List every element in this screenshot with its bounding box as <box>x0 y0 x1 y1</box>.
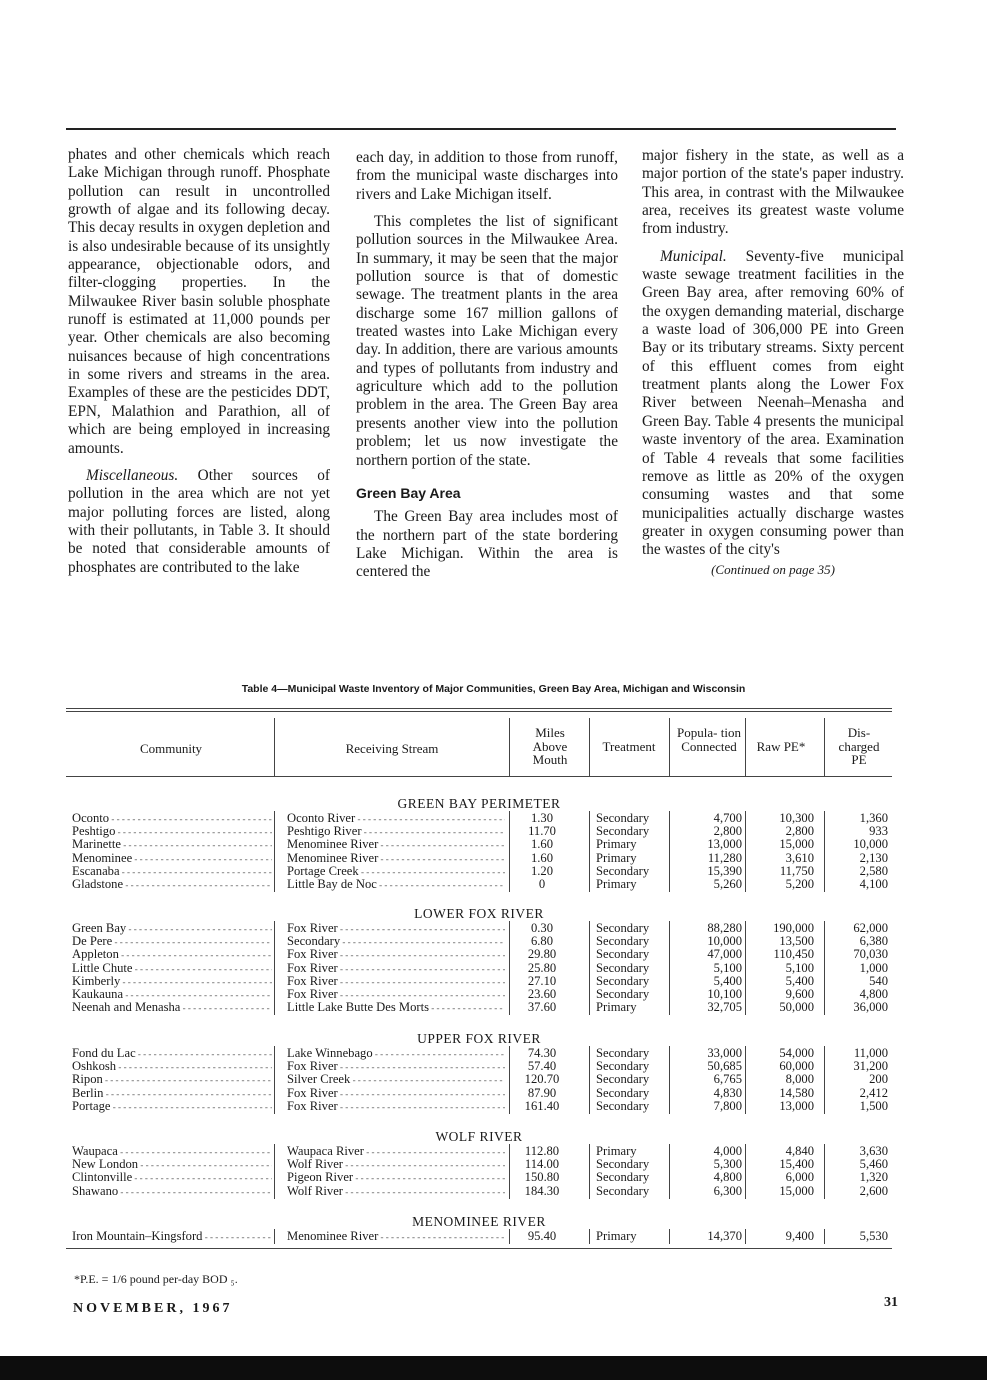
column-divider <box>745 811 746 892</box>
continued-note: (Continued on page 35) <box>711 561 835 577</box>
column-divider <box>274 1046 275 1114</box>
cell-treatment: Secondary <box>596 1098 650 1113</box>
column-divider <box>745 1144 746 1199</box>
run-in-head: Miscellaneous. <box>86 466 179 484</box>
cell-raw-pe: 10,300 <box>779 811 814 825</box>
column-divider <box>669 1229 670 1244</box>
section-title: UPPER FOX RIVER <box>417 1031 541 1046</box>
cell-community: Waupaca - - - <box>72 1145 272 1159</box>
cell-receiving-stream: Oconto River - - - <box>287 812 505 826</box>
cell-receiving-stream: Fox River - - - <box>287 948 505 962</box>
cell-community: Menominee - - - <box>72 852 272 866</box>
column-divider <box>745 921 746 1015</box>
text-column-2 <box>356 149 618 591</box>
table-row <box>66 1060 892 1073</box>
table-row <box>66 1073 892 1086</box>
cell-raw-pe: 110,450 <box>773 947 814 962</box>
section-heading: Green Bay Area <box>356 484 461 501</box>
cell-miles-above-mouth: 0.30 <box>530 921 554 935</box>
cell-population-connected: 4,830 <box>713 1085 742 1100</box>
cell-discharged-pe: 4,100 <box>859 877 888 891</box>
cell-miles-above-mouth: 74.30 <box>527 1046 557 1060</box>
column-divider <box>589 718 590 776</box>
cell-community: Oconto - - - <box>72 812 272 826</box>
cell-miles-above-mouth: 184.30 <box>524 1183 560 1198</box>
table-row <box>66 1001 892 1014</box>
cell-raw-pe: 2,800 <box>785 824 814 839</box>
cell-receiving-stream: Fox River - - - <box>287 922 505 936</box>
cell-miles-above-mouth: 37.60 <box>527 1000 557 1015</box>
cell-discharged-pe: 11,000 <box>853 1046 888 1060</box>
cell-treatment: Secondary <box>596 811 650 825</box>
column-divider <box>745 718 746 776</box>
cell-receiving-stream: Fox River - - - <box>287 1087 505 1101</box>
table-row <box>66 1047 892 1060</box>
paragraph-text: Other sources of pollution in the area which are not yet major polluting forces are listed, along with their pollutants, in Table 3. It should be noted that considerable amounts of phosphates are contributed to the lake <box>68 466 330 576</box>
paragraph-text: Seventy-five municipal waste sewage treatment facilities in the Green Bay area, after removing 60% of the oxygen demanding material, discharge a waste load of 306,000 PE into Green Bay or its tributary streams. Sixty percent of this effluent comes from eight treatment plants along the Lower Fox River between Neenah–Menasha and Green Bay. Table 4 presents the municipal waste inventory of the area. Examination of Table 4 reveals that some facilities remove as little as 20% of the oxygen consuming wastes and that some municipalities actually discharge wastes greater in oxygen consuming power than the wastes of the city's <box>642 247 904 559</box>
top-rule <box>66 128 896 130</box>
cell-receiving-stream: Fox River - - - <box>287 962 505 976</box>
cell-miles-above-mouth: 29.80 <box>527 947 557 962</box>
cell-miles-above-mouth: 57.40 <box>527 1059 557 1074</box>
column-divider <box>509 1046 510 1114</box>
cell-community: Berlin - - - <box>72 1087 272 1101</box>
cell-community: Escanaba - - - <box>72 865 272 879</box>
paragraph-miscellaneous <box>68 467 330 577</box>
cell-miles-above-mouth: 25.80 <box>527 960 557 975</box>
cell-raw-pe: 5,200 <box>785 877 814 891</box>
cell-treatment: Primary <box>596 850 637 865</box>
cell-population-connected: 88,280 <box>707 921 742 935</box>
cell-community: Iron Mountain–Kingsford - - - <box>72 1230 272 1244</box>
cell-population-connected: 32,705 <box>707 1000 742 1015</box>
table-row <box>66 825 892 838</box>
cell-miles-above-mouth: 161.40 <box>524 1098 560 1113</box>
cell-population-connected: 47,000 <box>707 947 742 962</box>
column-divider <box>509 921 510 1015</box>
table-row <box>66 935 892 948</box>
cell-discharged-pe: 6,380 <box>859 934 888 949</box>
column-divider <box>274 718 275 776</box>
cell-population-connected: 50,685 <box>707 1059 742 1074</box>
header-receiving-stream: Receiving Stream <box>345 741 439 756</box>
scan-edge <box>0 1356 987 1380</box>
header-discharged-pe: Dis- charged PE <box>838 725 880 767</box>
cell-receiving-stream: Menominee River - - - <box>287 1230 505 1244</box>
cell-treatment: Secondary <box>596 1059 650 1074</box>
cell-community: Fond du Lac - - - <box>72 1047 272 1061</box>
cell-discharged-pe: 540 <box>869 973 888 988</box>
cell-population-connected: 33,000 <box>707 1046 742 1060</box>
column-divider <box>669 718 670 776</box>
column-divider <box>274 921 275 1015</box>
cell-discharged-pe: 62,000 <box>853 921 888 935</box>
cell-miles-above-mouth: 1.20 <box>530 863 554 878</box>
cell-treatment: Secondary <box>596 960 650 975</box>
cell-receiving-stream: Lake Winnebago - - - <box>287 1047 505 1061</box>
cell-raw-pe: 15,400 <box>779 1157 814 1172</box>
cell-community: De Pere - - - <box>72 935 272 949</box>
cell-treatment: Secondary <box>596 973 650 988</box>
cell-receiving-stream: Fox River - - - <box>287 975 505 989</box>
cell-raw-pe: 9,600 <box>785 987 814 1001</box>
cell-raw-pe: 54,000 <box>779 1046 814 1060</box>
column-divider <box>824 921 825 1015</box>
cell-population-connected: 11,280 <box>707 850 742 865</box>
cell-treatment: Secondary <box>596 1072 650 1087</box>
table-row <box>66 1230 892 1243</box>
cell-treatment: Secondary <box>596 1085 650 1100</box>
cell-population-connected: 4,800 <box>713 1170 742 1185</box>
cell-community: Little Chute - - - <box>72 962 272 976</box>
section-title: WOLF RIVER <box>435 1129 523 1144</box>
cell-community: Neenah and Menasha - - - <box>72 1001 272 1015</box>
column-divider <box>509 718 510 776</box>
page-number: 31 <box>884 1295 898 1310</box>
cell-discharged-pe: 933 <box>869 824 888 839</box>
cell-treatment: Secondary <box>596 947 650 962</box>
text-column-1 <box>68 146 330 586</box>
column-divider <box>509 811 510 892</box>
cell-receiving-stream: Pigeon River - - - <box>287 1171 505 1185</box>
cell-raw-pe: 13,500 <box>779 934 814 949</box>
paragraph: The Green Bay area includes most of the northern part of the state bordering Lake Michigan. Within the area is centered the <box>356 508 618 581</box>
cell-discharged-pe: 31,200 <box>853 1059 888 1074</box>
cell-discharged-pe: 5,460 <box>859 1157 888 1172</box>
cell-treatment: Secondary <box>596 863 650 878</box>
cell-receiving-stream: Wolf River - - - <box>287 1185 505 1199</box>
table-row <box>66 812 892 825</box>
cell-community: Marinette - - - <box>72 838 272 852</box>
cell-treatment: Secondary <box>596 1046 650 1060</box>
table-row <box>66 922 892 935</box>
cell-discharged-pe: 1,000 <box>859 960 888 975</box>
cell-community: Shawano - - - <box>72 1185 272 1199</box>
cell-discharged-pe: 200 <box>869 1072 888 1087</box>
cell-receiving-stream: Peshtigo River - - - <box>287 825 505 839</box>
column-divider <box>824 718 825 776</box>
table-row <box>66 1185 892 1198</box>
cell-population-connected: 10,100 <box>707 987 742 1001</box>
cell-community: Appleton - - - <box>72 948 272 962</box>
cell-receiving-stream: Fox River - - - <box>287 1060 505 1074</box>
cell-community: Portage - - - <box>72 1100 272 1114</box>
cell-treatment: Secondary <box>596 921 650 935</box>
cell-population-connected: 7,800 <box>713 1098 742 1113</box>
header-community: Community <box>139 741 203 756</box>
column-divider <box>745 1229 746 1244</box>
cell-treatment: Secondary <box>596 1183 650 1198</box>
section-title: GREEN BAY PERIMETER <box>397 796 561 811</box>
run-in-head: Municipal. <box>660 247 727 265</box>
column-divider <box>274 1229 275 1244</box>
cell-population-connected: 4,000 <box>713 1144 742 1158</box>
table-row <box>66 1158 892 1171</box>
paragraph-municipal <box>642 248 904 560</box>
cell-receiving-stream: Little Lake Butte Des Morts - - - <box>287 1001 505 1015</box>
cell-community: Kaukauna - - - <box>72 988 272 1002</box>
cell-miles-above-mouth: 1.60 <box>530 837 554 852</box>
table-rule <box>66 776 892 777</box>
cell-treatment: Secondary <box>596 1170 650 1185</box>
column-divider <box>824 1144 825 1199</box>
cell-treatment: Secondary <box>596 987 650 1001</box>
cell-population-connected: 5,400 <box>713 973 742 988</box>
cell-raw-pe: 6,000 <box>785 1170 814 1185</box>
section-title: MENOMINEE RIVER <box>412 1214 546 1229</box>
column-divider <box>669 811 670 892</box>
cell-miles-above-mouth: 0 <box>538 877 546 891</box>
table-row <box>66 865 892 878</box>
cell-raw-pe: 9,400 <box>785 1229 814 1243</box>
cell-treatment: Primary <box>596 877 637 891</box>
cell-raw-pe: 5,100 <box>785 960 814 975</box>
cell-discharged-pe: 70,030 <box>853 947 888 962</box>
cell-treatment: Secondary <box>596 824 650 839</box>
column-divider <box>669 1046 670 1114</box>
column-divider <box>509 1229 510 1244</box>
cell-receiving-stream: Fox River - - - <box>287 988 505 1002</box>
cell-receiving-stream: Waupaca River - - - <box>287 1145 505 1159</box>
cell-miles-above-mouth: 150.80 <box>524 1170 560 1185</box>
header-treatment: Treatment <box>602 739 656 754</box>
table-row <box>66 1087 892 1100</box>
cell-population-connected: 15,390 <box>707 863 742 878</box>
cell-discharged-pe: 1,320 <box>859 1170 888 1185</box>
column-divider <box>589 1144 590 1199</box>
cell-receiving-stream: Menominee River - - - <box>287 838 505 852</box>
cell-population-connected: 5,300 <box>713 1157 742 1172</box>
table-rule <box>66 708 892 709</box>
cell-treatment: Secondary <box>596 1157 650 1172</box>
cell-raw-pe: 15,000 <box>779 837 814 852</box>
cell-discharged-pe: 1,500 <box>859 1098 888 1113</box>
paragraph: This completes the list of significant pollution sources in the Milwaukee Area. In summary, it may be seen that the major pollution source is that of domestic sewage. The treatment plants in the area discharge some 167 million gallons of treated wastes into Lake Michigan every day. In addition, there are various amounts and types of pollutants from industry and agriculture which add to the pollution problem in the area. The Green Bay area presents another view into the pollution problem; let us now investigate the northern portion of the state. <box>356 213 618 469</box>
cell-receiving-stream: Portage Creek - - - <box>287 865 505 879</box>
cell-treatment: Secondary <box>596 934 650 949</box>
cell-community: Oshkosh - - - <box>72 1060 272 1074</box>
cell-raw-pe: 50,000 <box>779 1000 814 1015</box>
cell-raw-pe: 8,000 <box>785 1072 814 1087</box>
cell-community: Green Bay - - - <box>72 922 272 936</box>
cell-discharged-pe: 2,412 <box>859 1085 888 1100</box>
column-divider <box>274 811 275 892</box>
cell-miles-above-mouth: 114.00 <box>524 1157 560 1172</box>
cell-raw-pe: 3,610 <box>785 850 814 865</box>
cell-discharged-pe: 3,630 <box>859 1144 888 1158</box>
table-rule <box>66 711 892 712</box>
cell-community: Kimberly - - - <box>72 975 272 989</box>
cell-raw-pe: 4,840 <box>785 1144 814 1158</box>
column-divider <box>589 921 590 1015</box>
cell-population-connected: 5,260 <box>713 877 742 891</box>
cell-population-connected: 13,000 <box>707 837 742 852</box>
cell-miles-above-mouth: 1.30 <box>530 811 554 825</box>
cell-population-connected: 6,765 <box>713 1072 742 1087</box>
table-row <box>66 975 892 988</box>
header-raw-pe: Raw PE* <box>756 739 806 754</box>
table-footnote: *P.E. = 1/6 pound per-day BOD ₅. <box>74 1272 238 1286</box>
cell-receiving-stream: Fox River - - - <box>287 1100 505 1114</box>
paragraph: each day, in addition to those from runoff, from the municipal waste discharges into rivers and Lake Michigan itself. <box>356 149 618 203</box>
cell-miles-above-mouth: 87.90 <box>527 1085 557 1100</box>
cell-receiving-stream: Silver Creek - - - <box>287 1073 505 1087</box>
table-row <box>66 1145 892 1158</box>
cell-population-connected: 5,100 <box>713 960 742 975</box>
waste-inventory-table <box>66 708 892 1268</box>
column-divider <box>274 1144 275 1199</box>
column-divider <box>824 1046 825 1114</box>
table-row <box>66 1100 892 1113</box>
cell-population-connected: 2,800 <box>713 824 742 839</box>
column-divider <box>509 1144 510 1199</box>
cell-miles-above-mouth: 6.80 <box>530 934 554 949</box>
column-divider <box>669 1144 670 1199</box>
cell-receiving-stream: Menominee River - - - <box>287 852 505 866</box>
cell-raw-pe: 5,400 <box>785 973 814 988</box>
cell-raw-pe: 14,580 <box>779 1085 814 1100</box>
cell-population-connected: 14,370 <box>707 1229 742 1243</box>
cell-discharged-pe: 2,600 <box>859 1183 888 1198</box>
paragraph: major fishery in the state, as well as a major portion of the state's paper industry. This area, in contrast with the Milwaukee area, receives its greatest waste volume from industry. <box>642 147 904 238</box>
table-rule <box>66 1248 892 1249</box>
cell-treatment: Primary <box>596 1229 637 1243</box>
cell-raw-pe: 60,000 <box>779 1059 814 1074</box>
cell-community: Clintonville - - - <box>72 1171 272 1185</box>
cell-miles-above-mouth: 120.70 <box>524 1072 560 1087</box>
header-miles: Miles Above Mouth <box>532 725 568 767</box>
column-divider <box>745 1046 746 1114</box>
cell-raw-pe: 15,000 <box>779 1183 814 1198</box>
cell-raw-pe: 13,000 <box>779 1098 814 1113</box>
column-divider <box>589 811 590 892</box>
cell-discharged-pe: 2,580 <box>859 863 888 878</box>
cell-community: New London - - - <box>72 1158 272 1172</box>
column-divider <box>824 1229 825 1244</box>
table-row <box>66 988 892 1001</box>
table-row <box>66 878 892 891</box>
table-row <box>66 838 892 851</box>
cell-community: Peshtigo - - - <box>72 825 272 839</box>
cell-population-connected: 10,000 <box>707 934 742 949</box>
column-divider <box>669 921 670 1015</box>
table-row <box>66 948 892 961</box>
cell-receiving-stream: Wolf River - - - <box>287 1158 505 1172</box>
table-row <box>66 852 892 865</box>
table-row <box>66 962 892 975</box>
cell-community: Gladstone - - - <box>72 878 272 892</box>
column-divider <box>824 811 825 892</box>
section-title: LOWER FOX RIVER <box>414 906 544 921</box>
cell-miles-above-mouth: 1.60 <box>530 850 554 865</box>
column-divider <box>589 1046 590 1114</box>
cell-raw-pe: 190,000 <box>773 921 814 935</box>
cell-treatment: Primary <box>596 837 637 852</box>
cell-treatment: Primary <box>596 1000 637 1015</box>
cell-raw-pe: 11,750 <box>779 863 814 878</box>
cell-discharged-pe: 5,530 <box>859 1229 888 1243</box>
cell-community: Ripon - - - <box>72 1073 272 1087</box>
cell-population-connected: 4,700 <box>713 811 742 825</box>
cell-discharged-pe: 2,130 <box>859 850 888 865</box>
cell-discharged-pe: 36,000 <box>853 1000 888 1015</box>
text-column-3 <box>642 147 904 579</box>
cell-treatment: Primary <box>596 1144 637 1158</box>
cell-discharged-pe: 1,360 <box>859 811 888 825</box>
cell-miles-above-mouth: 95.40 <box>527 1229 557 1243</box>
issue-date: NOVEMBER, 1967 <box>73 1301 233 1316</box>
table-row <box>66 1171 892 1184</box>
column-divider <box>589 1229 590 1244</box>
cell-miles-above-mouth: 27.10 <box>527 973 557 988</box>
paragraph: phates and other chemicals which reach Lake Michigan through runoff. Phosphate pollution can result in uncontrolled growth of algae and its following decay. This decay results in oxygen depletion and is also undesirable because of its unsightly appearance, objectionable odors, and filter-clogging properties. In the Milwaukee River basin soluble phosphate runoff is estimated at 11,000 pounds per year. Other chemicals are also becoming nuisances because of high concentrations in some rivers and streams in the area. Examples of these are the pesticides DDT, EPN, Malathion and Parathion, all of which are being employed in increasing amounts. <box>68 146 330 457</box>
header-population: Popula- tion Connected <box>677 725 741 754</box>
cell-discharged-pe: 4,800 <box>859 987 888 1001</box>
cell-discharged-pe: 10,000 <box>853 837 888 852</box>
cell-miles-above-mouth: 23.60 <box>527 987 557 1001</box>
cell-receiving-stream: Secondary - - - <box>287 935 505 949</box>
cell-miles-above-mouth: 112.80 <box>524 1144 560 1158</box>
cell-miles-above-mouth: 11.70 <box>528 824 556 839</box>
cell-population-connected: 6,300 <box>713 1183 742 1198</box>
cell-receiving-stream: Little Bay de Noc - - - <box>287 878 505 892</box>
table-caption: Table 4—Municipal Waste Inventory of Major Communities, Green Bay Area, Michigan and Wisconsin <box>241 683 746 695</box>
